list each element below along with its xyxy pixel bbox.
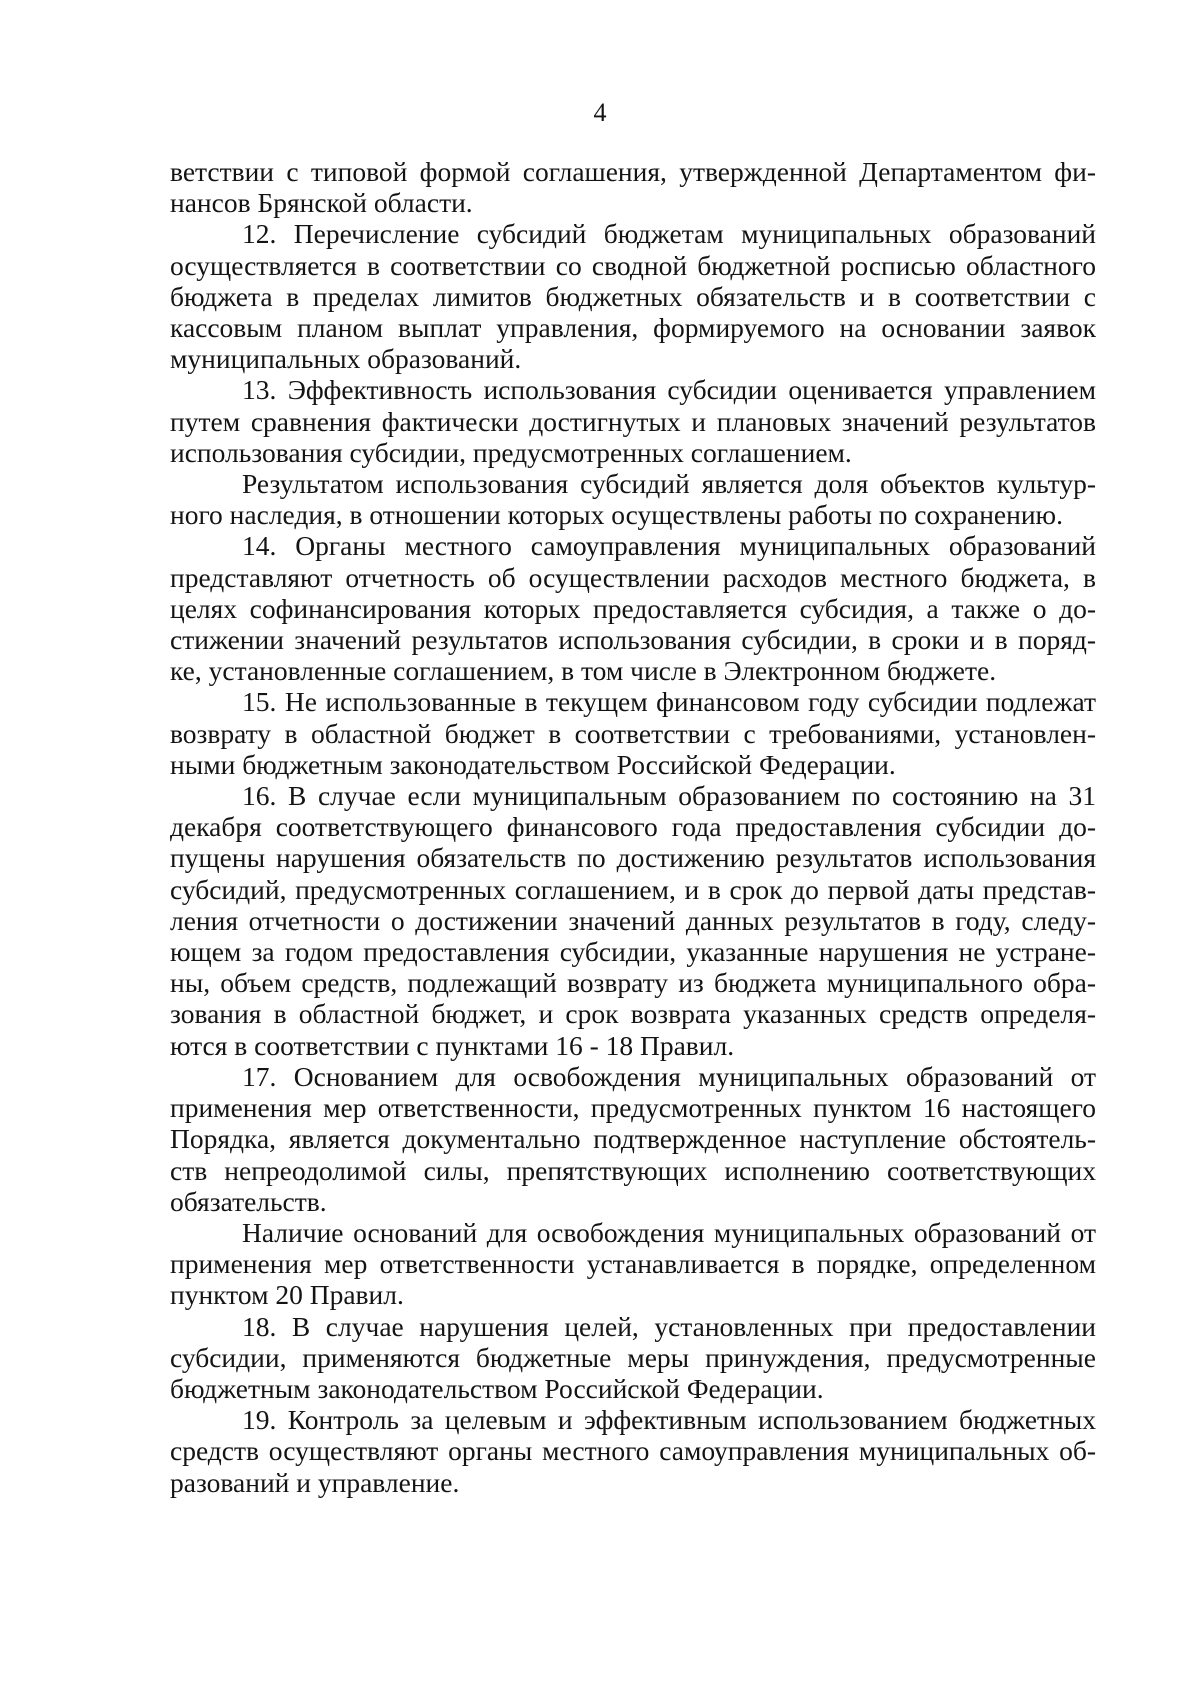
paragraph — [170, 1061, 1096, 1217]
text-line: путем сравнения фактически достигнутых и плановых значений результатов — [170, 405, 1096, 437]
text-line: декабря соответствующего финансового года предоставления субсидии до- — [170, 811, 1096, 843]
text-line: стижении значений результатов использования субсидии, в сроки и в поряд- — [170, 624, 1096, 656]
document-body — [170, 156, 1096, 1498]
paragraph — [170, 156, 1096, 218]
text-line: осуществляется в соответствии со сводной бюджетной росписью областного — [170, 249, 1096, 281]
text-line: применения мер ответственности устанавливается в порядке, определенном — [170, 1248, 1096, 1280]
text-line: 18. В случае нарушения целей, установленных при предоставлении — [242, 1310, 1096, 1342]
paragraph — [170, 686, 1096, 780]
text-line: 14. Органы местного самоуправления муниципальных образований — [242, 530, 1096, 562]
text-line: ного наследия, в отношении которых осуществлены работы по сохранению. — [170, 499, 1063, 531]
text-line: возврату в областной бюджет в соответствии с требованиями, установлен- — [170, 717, 1096, 749]
paragraph — [170, 530, 1096, 686]
text-line: бюджетным законодательством Российской Федерации. — [170, 1372, 824, 1404]
text-line: пунктом 20 Правил. — [170, 1279, 404, 1311]
text-line: субсидии, применяются бюджетные меры принуждения, предусмотренные — [170, 1341, 1096, 1373]
text-line: ны, объем средств, подлежащий возврату из бюджета муниципального обра- — [170, 967, 1096, 999]
text-line: Наличие оснований для освобождения муниципальных образований от — [242, 1216, 1096, 1248]
text-line: 12. Перечисление субсидий бюджетам муниципальных образований — [242, 218, 1096, 250]
text-line: 16. В случае если муниципальным образованием по состоянию на 31 — [242, 780, 1096, 812]
text-line: пущены нарушения обязательств по достижению результатов использования — [170, 842, 1096, 874]
paragraph — [170, 218, 1096, 374]
text-line: 15. Не использованные в текущем финансовом году субсидии подлежат — [242, 686, 1096, 718]
text-line: 13. Эффективность использования субсидии оценивается управлением — [242, 374, 1096, 406]
text-line: зования в областной бюджет, и срок возврата указанных средств определя- — [170, 998, 1096, 1030]
text-line: Результатом использования субсидий является доля объектов культур- — [242, 468, 1096, 500]
text-line: муниципальных образований. — [170, 343, 522, 375]
text-line: использования субсидии, предусмотренных соглашением. — [170, 436, 852, 468]
text-line: ными бюджетным законодательством Российской Федерации. — [170, 748, 896, 780]
text-line: представляют отчетность об осуществлении расходов местного бюджета, в — [170, 561, 1096, 593]
text-line: субсидий, предусмотренных соглашением, и в срок до первой даты представ- — [170, 873, 1096, 905]
text-line: применения мер ответственности, предусмотренных пунктом 16 настоящего — [170, 1092, 1096, 1124]
paragraph — [170, 374, 1096, 468]
text-line: кассовым планом выплат управления, формируемого на основании заявок — [170, 312, 1096, 344]
text-line: ке, установленные соглашением, в том числе в Электронном бюджете. — [170, 655, 997, 687]
paragraph — [170, 468, 1096, 530]
paragraph — [170, 1217, 1096, 1311]
text-line: ств непреодолимой силы, препятствующих исполнению соответствующих — [170, 1154, 1096, 1186]
text-line: 19. Контроль за целевым и эффективным использованием бюджетных — [242, 1404, 1096, 1436]
paragraph — [170, 1311, 1096, 1405]
paragraph — [170, 1404, 1096, 1498]
text-line: обязательств. — [170, 1185, 327, 1217]
text-line: бюджета в пределах лимитов бюджетных обязательств и в соответствии с — [170, 280, 1096, 312]
text-line: Порядка, является документально подтвержденное наступление обстоятель- — [170, 1123, 1096, 1155]
paragraph — [170, 780, 1096, 1061]
page-number: 4 — [593, 98, 607, 127]
text-line: ются в соответствии с пунктами 16 - 18 Правил. — [170, 1029, 735, 1061]
text-line: целях софинансирования которых предоставляется субсидия, а также о до- — [170, 592, 1096, 624]
text-line: средств осуществляют органы местного самоуправления муниципальных об- — [170, 1435, 1096, 1467]
text-line: ющем за годом предоставления субсидии, указанные нарушения не устране- — [170, 936, 1096, 968]
text-line: нансов Брянской области. — [170, 187, 473, 219]
text-line: ления отчетности о достижении значений данных результатов в году, следу- — [170, 904, 1096, 936]
text-line: ветствии с типовой формой соглашения, утвержденной Департаментом фи- — [170, 156, 1096, 187]
text-line: 17. Основанием для освобождения муниципальных образований от — [242, 1060, 1096, 1092]
text-line: разований и управление. — [170, 1466, 460, 1498]
